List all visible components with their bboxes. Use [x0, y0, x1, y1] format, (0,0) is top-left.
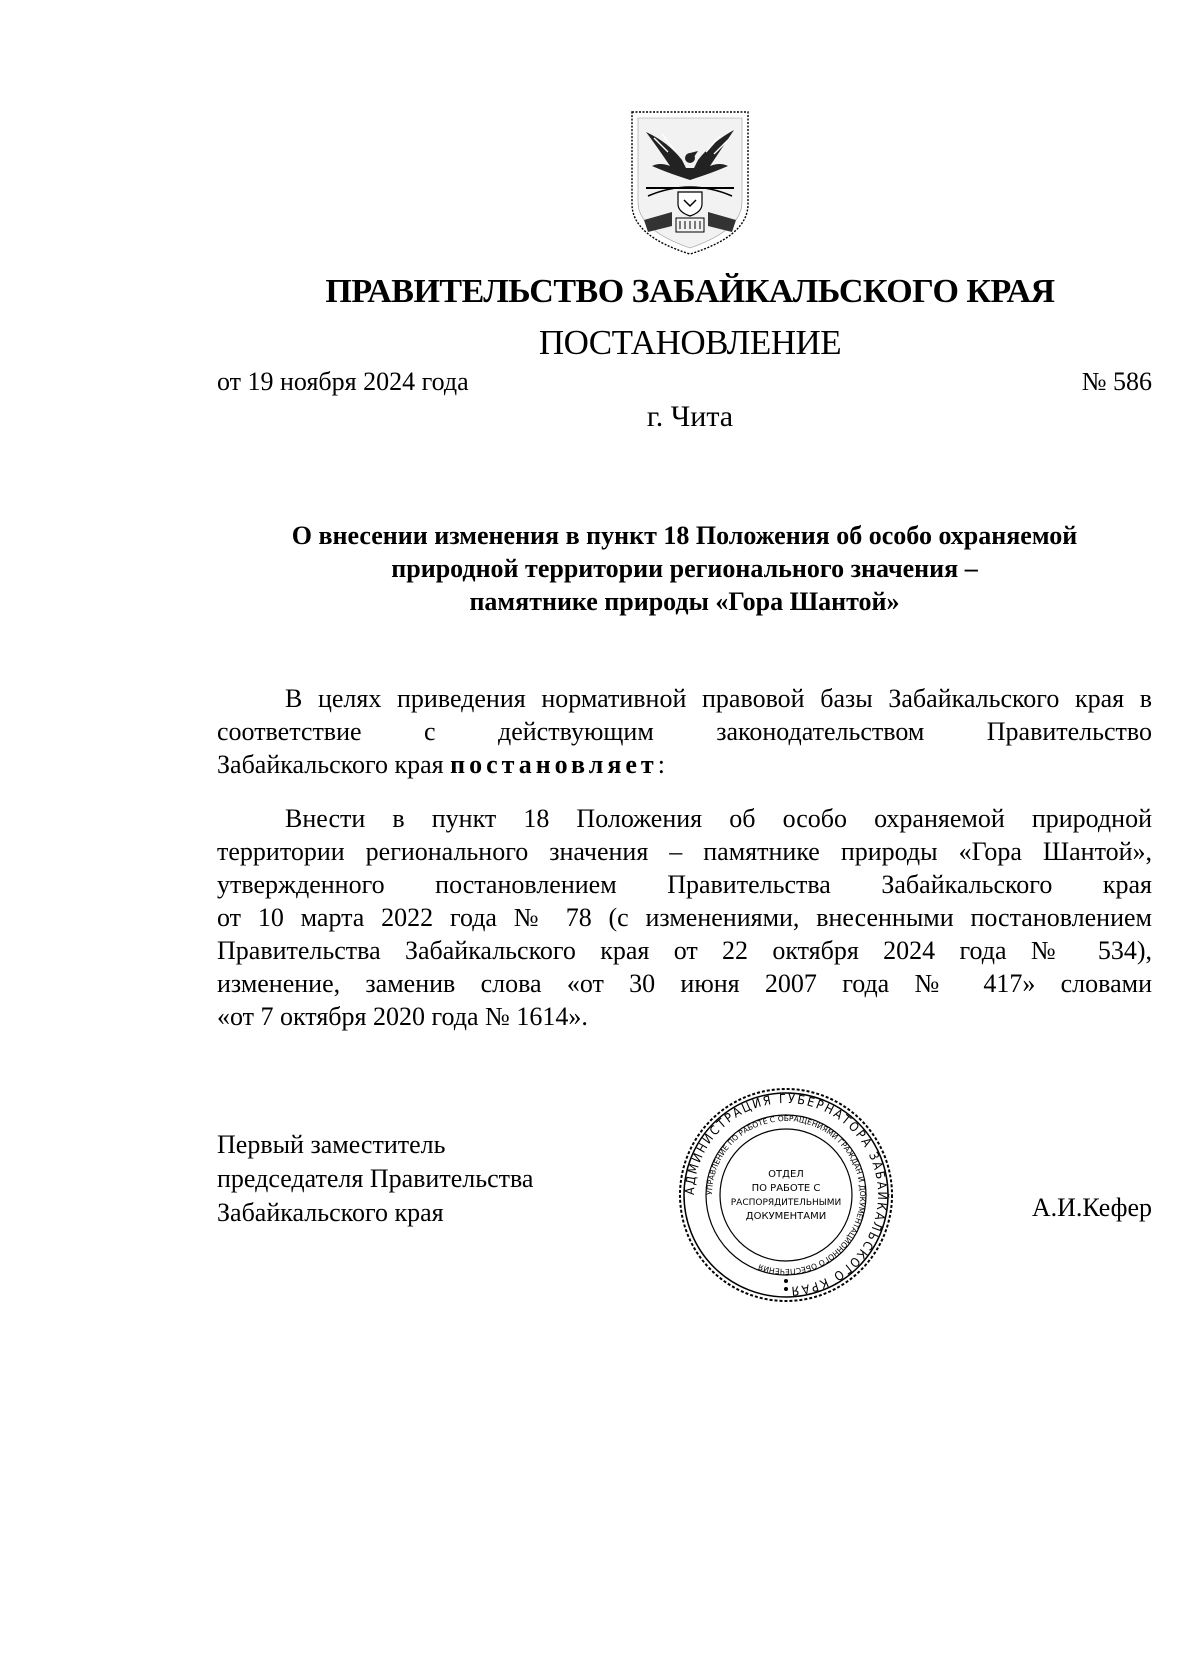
stamp-inner-ring-text: УПРАВЛЕНИЕ ПО РАБОТЕ С ОБРАЩЕНИЯМИ ГРАЖДАН И ДОКУМЕНТАЦИОННОГО ОБЕСПЕЧЕНИЯ	[704, 1113, 868, 1277]
title-line: памятнике природы «Гора Шантой»	[469, 587, 900, 616]
official-stamp	[676, 1085, 896, 1305]
stamp-center-line: ПО РАБОТЕ С	[751, 1183, 821, 1194]
title-line: природной территории регионального значения –	[391, 554, 978, 583]
paragraph-text: :	[657, 750, 665, 779]
signer-position-line: Первый заместитель	[217, 1130, 446, 1159]
stamp-center-line: ОТДЕЛ	[768, 1169, 804, 1180]
paragraph-line	[217, 748, 1152, 781]
paragraph-line: утвержденного постановлением Правительства Забайкальского края	[217, 870, 1152, 899]
signer-name: А.И.Кефер	[1031, 1193, 1152, 1222]
operative-paragraph	[217, 802, 1152, 1033]
document-number: № 586	[1081, 367, 1152, 396]
paragraph-line: территории регионального значения – памятнике природы «Гора Шантой»,	[217, 837, 1152, 866]
document-title	[217, 519, 1152, 618]
document-date: от 19 ноября 2024 года	[217, 367, 469, 396]
paragraph-line: соответствие с действующим законодательством Правительство	[217, 717, 1152, 746]
government-name: ПРАВИТЕЛЬСТВО ЗАБАЙКАЛЬСКОГО КРАЯ	[325, 273, 1055, 310]
signer-position-line: Забайкальского края	[217, 1198, 444, 1227]
signer-position	[217, 1128, 533, 1230]
resolves-word: постановляет	[450, 750, 658, 779]
paragraph-line: от 10 марта 2022 года № 78 (с изменениями, внесенными постановлением	[217, 903, 1152, 932]
preamble-paragraph	[217, 682, 1152, 781]
paragraph-line: изменение, заменив слова «от 30 июня 2007 года № 417» словами	[217, 969, 1152, 998]
paragraph-line: Внести в пункт 18 Положения об особо охраняемой природной	[285, 804, 1152, 833]
coat-of-arms-icon	[624, 108, 756, 258]
stamp-outer-text: АДМИНИСТРАЦИЯ ГУБЕРНАТОРА ЗАБАЙКАЛЬСКОГО КРАЯ	[681, 1090, 891, 1300]
stamp-center-line: РАСПОРЯДИТЕЛЬНЫМИ	[730, 1198, 842, 1208]
title-line: О внесении изменения в пункт 18 Положения об особо охраняемой	[291, 521, 1078, 550]
stamp-center-line: ДОКУМЕНТАМИ	[745, 1211, 827, 1222]
document-city: г. Чита	[646, 400, 734, 433]
paragraph-text: Забайкальского края	[217, 750, 451, 779]
document-type: ПОСТАНОВЛЕНИЕ	[538, 323, 842, 362]
paragraph-line: В целях приведения нормативной правовой базы Забайкальского края в	[285, 684, 1152, 713]
paragraph-line: Правительства Забайкальского края от 22 октября 2024 года № 534),	[217, 936, 1152, 965]
signer-position-line: председателя Правительства	[217, 1164, 534, 1193]
paragraph-line: «от 7 октября 2020 года № 1614».	[217, 1002, 588, 1031]
